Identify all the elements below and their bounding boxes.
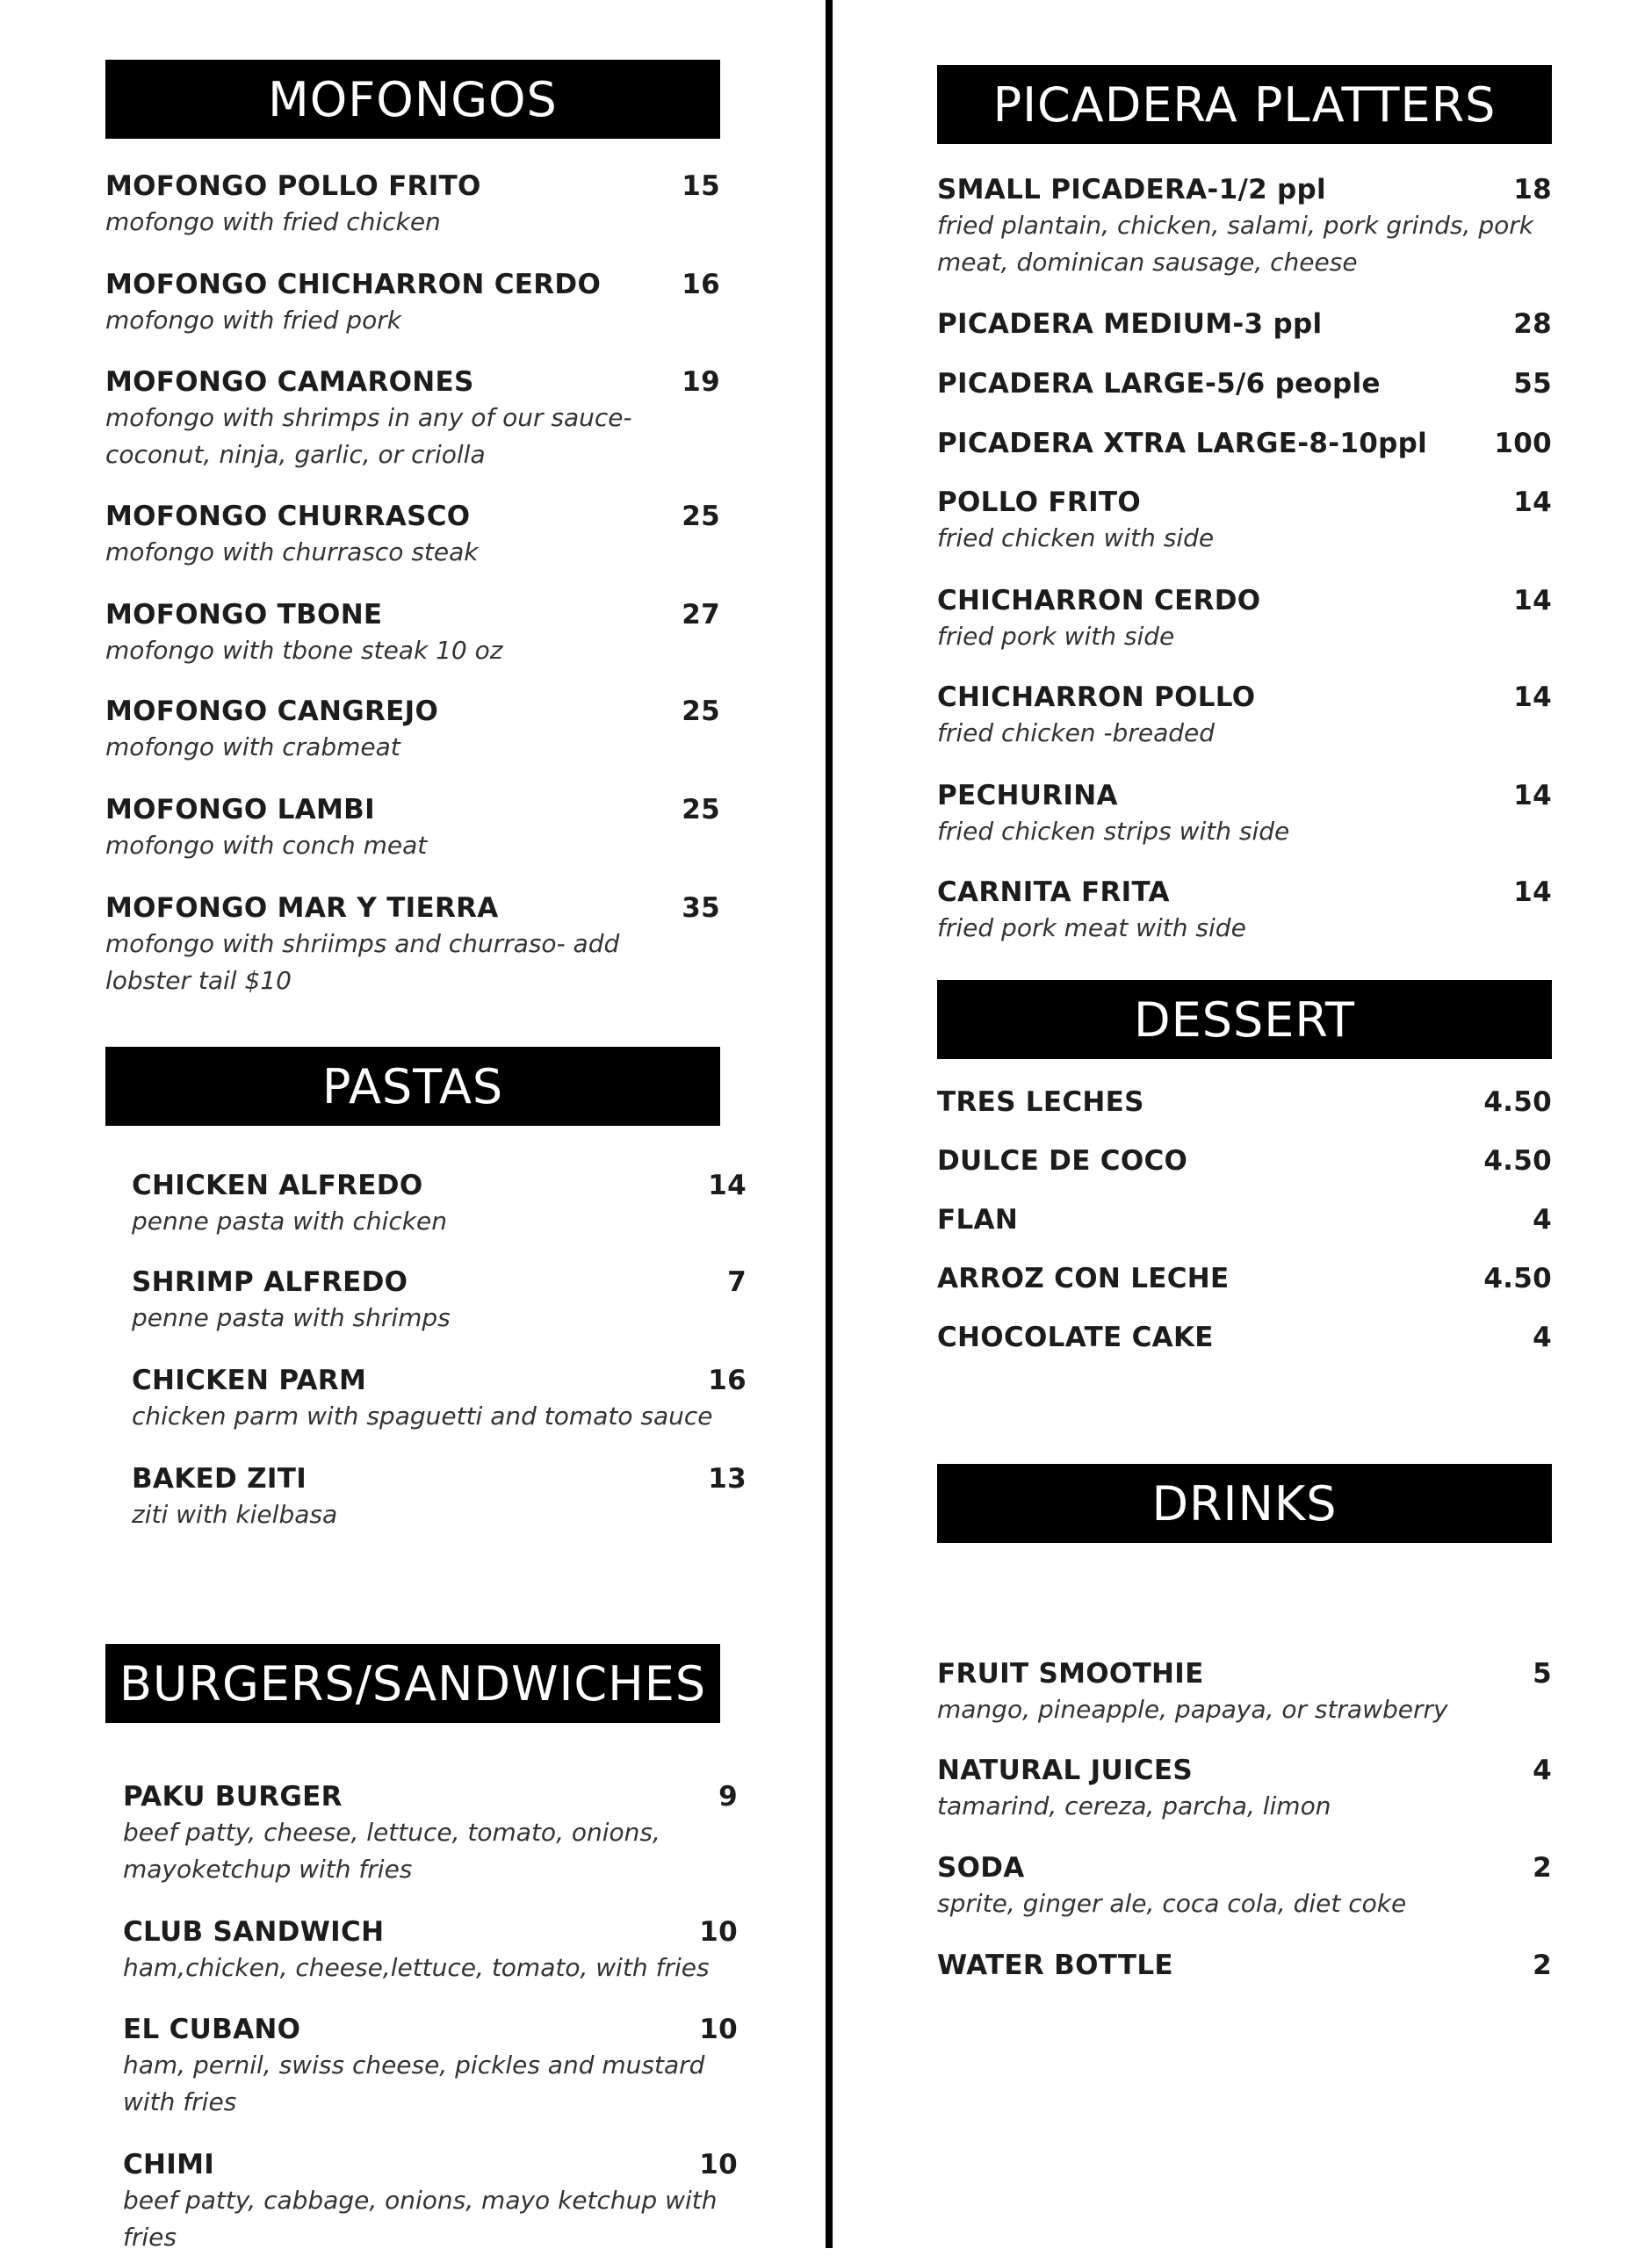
item-price: 14 bbox=[1513, 681, 1552, 713]
item-description: ham, pernil, swiss cheese, pickles and mustard with fries bbox=[123, 2051, 705, 2116]
item-price: 14 bbox=[1513, 780, 1552, 811]
item-price: 25 bbox=[682, 794, 720, 825]
item-price: 4.50 bbox=[1483, 1086, 1552, 1118]
item-name: DULCE DE COCO bbox=[937, 1145, 1188, 1177]
menu-item bbox=[123, 1914, 738, 1986]
item-price: 10 bbox=[699, 2149, 738, 2180]
section-title-burgers: BURGERS/SANDWICHES bbox=[105, 1644, 720, 1723]
menu-item bbox=[937, 680, 1552, 752]
item-description: chicken parm with spaguetti and tomato sauce bbox=[132, 1402, 713, 1431]
menu-item bbox=[937, 1202, 1552, 1237]
item-price: 4 bbox=[1533, 1204, 1552, 1236]
menu-item bbox=[937, 1320, 1552, 1355]
item-description: fried pork with side bbox=[937, 622, 1175, 651]
item-description: ham,chicken, cheese,lettuce, tomato, with fries bbox=[123, 1953, 710, 1982]
item-name: BAKED ZITI bbox=[132, 1463, 307, 1495]
item-description: mofongo with tbone steak 10 oz bbox=[105, 636, 503, 665]
item-price: 4.50 bbox=[1483, 1263, 1552, 1294]
item-price: 2 bbox=[1533, 1852, 1552, 1884]
item-price: 4 bbox=[1533, 1755, 1552, 1786]
menu-item bbox=[123, 1779, 738, 1888]
item-name: MOFONGO CAMARONES bbox=[105, 366, 474, 398]
item-price: 2 bbox=[1533, 1950, 1552, 1981]
item-price: 16 bbox=[682, 269, 720, 300]
item-description: mofongo with conch meat bbox=[105, 831, 428, 860]
menu-item bbox=[937, 426, 1552, 461]
menu-item bbox=[937, 1948, 1552, 1983]
item-price: 18 bbox=[1513, 174, 1552, 205]
item-description: fried plantain, chicken, salami, pork grinds, pork meat, dominican sausage, cheese bbox=[937, 211, 1533, 277]
item-name: SMALL PICADERA-1/2 ppl bbox=[937, 174, 1326, 205]
item-name: CHICHARRON POLLO bbox=[937, 681, 1256, 713]
item-price: 16 bbox=[708, 1365, 747, 1396]
item-price: 14 bbox=[708, 1170, 747, 1201]
item-name: CHICKEN ALFREDO bbox=[132, 1170, 423, 1201]
item-name: EL CUBANO bbox=[123, 2014, 301, 2045]
item-description: mango, pineapple, papaya, or strawberry bbox=[937, 1695, 1448, 1724]
item-name: CHOCOLATE CAKE bbox=[937, 1322, 1214, 1353]
item-name: FLAN bbox=[937, 1204, 1019, 1236]
item-description: penne pasta with chicken bbox=[132, 1207, 447, 1236]
item-price: 27 bbox=[682, 599, 720, 631]
menu-item bbox=[937, 1143, 1552, 1178]
item-price: 15 bbox=[682, 170, 720, 202]
item-price: 7 bbox=[727, 1266, 747, 1298]
item-name: CHIMI bbox=[123, 2149, 215, 2180]
item-name: FRUIT SMOOTHIE bbox=[937, 1658, 1204, 1690]
menu-item bbox=[105, 499, 720, 571]
item-name: PAKU BURGER bbox=[123, 1781, 343, 1813]
item-name: PICADERA XTRA LARGE-8-10ppl bbox=[937, 428, 1428, 459]
item-description: beef patty, cheese, lettuce, tomato, onions, mayoketchup with fries bbox=[123, 1818, 660, 1884]
item-name: MOFONGO CANGREJO bbox=[105, 696, 439, 727]
item-description: mofongo with crabmeat bbox=[105, 732, 400, 761]
item-price: 28 bbox=[1513, 308, 1552, 340]
item-name: PECHURINA bbox=[937, 780, 1118, 811]
item-name: NATURAL JUICES bbox=[937, 1755, 1193, 1786]
item-name: PICADERA MEDIUM-3 ppl bbox=[937, 308, 1323, 340]
menu-item bbox=[132, 1363, 747, 1435]
item-description: fried chicken strips with side bbox=[937, 817, 1290, 846]
menu-item bbox=[132, 1168, 747, 1240]
item-price: 14 bbox=[1513, 876, 1552, 908]
item-name: CLUB SANDWICH bbox=[123, 1916, 385, 1948]
item-description: sprite, ginger ale, coca cola, diet coke bbox=[937, 1889, 1407, 1918]
item-name: MOFONGO CHURRASCO bbox=[105, 501, 471, 532]
menu-item bbox=[937, 875, 1552, 947]
item-name: PICADERA LARGE-5/6 people bbox=[937, 368, 1381, 400]
menu-item bbox=[937, 306, 1552, 342]
item-price: 4.50 bbox=[1483, 1145, 1552, 1177]
menu-item bbox=[937, 1085, 1552, 1120]
item-price: 55 bbox=[1513, 368, 1552, 400]
menu-item bbox=[105, 694, 720, 766]
item-price: 100 bbox=[1494, 428, 1552, 459]
item-price: 5 bbox=[1533, 1658, 1552, 1690]
item-name: MOFONGO POLLO FRITO bbox=[105, 170, 481, 202]
item-price: 35 bbox=[682, 892, 720, 924]
menu-item bbox=[123, 2147, 738, 2256]
section-title-drinks: DRINKS bbox=[937, 1464, 1552, 1543]
item-price: 25 bbox=[682, 696, 720, 727]
item-price: 19 bbox=[682, 366, 720, 398]
menu-item bbox=[937, 583, 1552, 655]
item-description: tamarind, cereza, parcha, limon bbox=[937, 1791, 1331, 1820]
item-description: mofongo with shrimps in any of our sauce- coconut, ninja, garlic, or criolla bbox=[105, 403, 632, 469]
item-name: CARNITA FRITA bbox=[937, 876, 1170, 908]
item-price: 10 bbox=[699, 2014, 738, 2045]
menu-item bbox=[937, 1850, 1552, 1922]
menu-item bbox=[937, 1656, 1552, 1728]
menu-item bbox=[105, 597, 720, 669]
menu-item bbox=[105, 890, 720, 999]
item-name: MOFONGO CHICHARRON CERDO bbox=[105, 269, 602, 300]
menu-item bbox=[937, 485, 1552, 557]
item-description: beef patty, cabbage, onions, mayo ketchup with fries bbox=[123, 2186, 718, 2252]
menu-item bbox=[937, 366, 1552, 401]
item-name: SODA bbox=[937, 1852, 1025, 1884]
item-description: penne pasta with shrimps bbox=[132, 1303, 451, 1332]
item-price: 14 bbox=[1513, 585, 1552, 616]
column-divider bbox=[826, 0, 833, 2248]
item-name: ARROZ CON LECHE bbox=[937, 1263, 1230, 1294]
item-name: CHICKEN PARM bbox=[132, 1365, 367, 1396]
item-name: MOFONGO LAMBI bbox=[105, 794, 375, 825]
item-name: WATER BOTTLE bbox=[937, 1950, 1173, 1981]
item-description: mofongo with churrasco steak bbox=[105, 537, 479, 566]
item-price: 9 bbox=[718, 1781, 738, 1813]
item-price: 13 bbox=[708, 1463, 747, 1495]
section-title-dessert: DESSERT bbox=[937, 980, 1552, 1059]
item-description: mofongo with shriimps and churraso- add lobster tail $10 bbox=[105, 929, 620, 995]
item-name: POLLO FRITO bbox=[937, 487, 1142, 518]
item-description: fried chicken with side bbox=[937, 523, 1215, 552]
menu-item bbox=[105, 267, 720, 339]
item-description: mofongo with fried chicken bbox=[105, 207, 441, 236]
item-description: mofongo with fried pork bbox=[105, 306, 401, 335]
item-name: TRES LECHES bbox=[937, 1086, 1144, 1118]
menu-item bbox=[105, 169, 720, 241]
menu-item bbox=[132, 1461, 747, 1533]
item-name: CHICHARRON CERDO bbox=[937, 585, 1261, 616]
item-price: 4 bbox=[1533, 1322, 1552, 1353]
item-name: SHRIMP ALFREDO bbox=[132, 1266, 408, 1298]
item-price: 25 bbox=[682, 501, 720, 532]
item-name: MOFONGO TBONE bbox=[105, 599, 383, 631]
item-description: fried chicken -breaded bbox=[937, 718, 1215, 747]
section-title-picadera: PICADERA PLATTERS bbox=[937, 65, 1552, 144]
menu-item bbox=[937, 1261, 1552, 1296]
item-price: 10 bbox=[699, 1916, 738, 1948]
menu-item bbox=[123, 2012, 738, 2121]
menu-item bbox=[132, 1265, 747, 1337]
menu-item bbox=[937, 172, 1552, 281]
menu-item bbox=[937, 778, 1552, 850]
item-price: 14 bbox=[1513, 487, 1552, 518]
item-description: ziti with kielbasa bbox=[132, 1500, 338, 1529]
menu-item bbox=[105, 792, 720, 864]
item-name: MOFONGO MAR Y TIERRA bbox=[105, 892, 499, 924]
menu-item bbox=[105, 364, 720, 473]
section-title-pastas: PASTAS bbox=[105, 1047, 720, 1126]
item-description: fried pork meat with side bbox=[937, 913, 1246, 942]
section-title-mofongos: MOFONGOS bbox=[105, 60, 720, 139]
menu-item bbox=[937, 1753, 1552, 1825]
